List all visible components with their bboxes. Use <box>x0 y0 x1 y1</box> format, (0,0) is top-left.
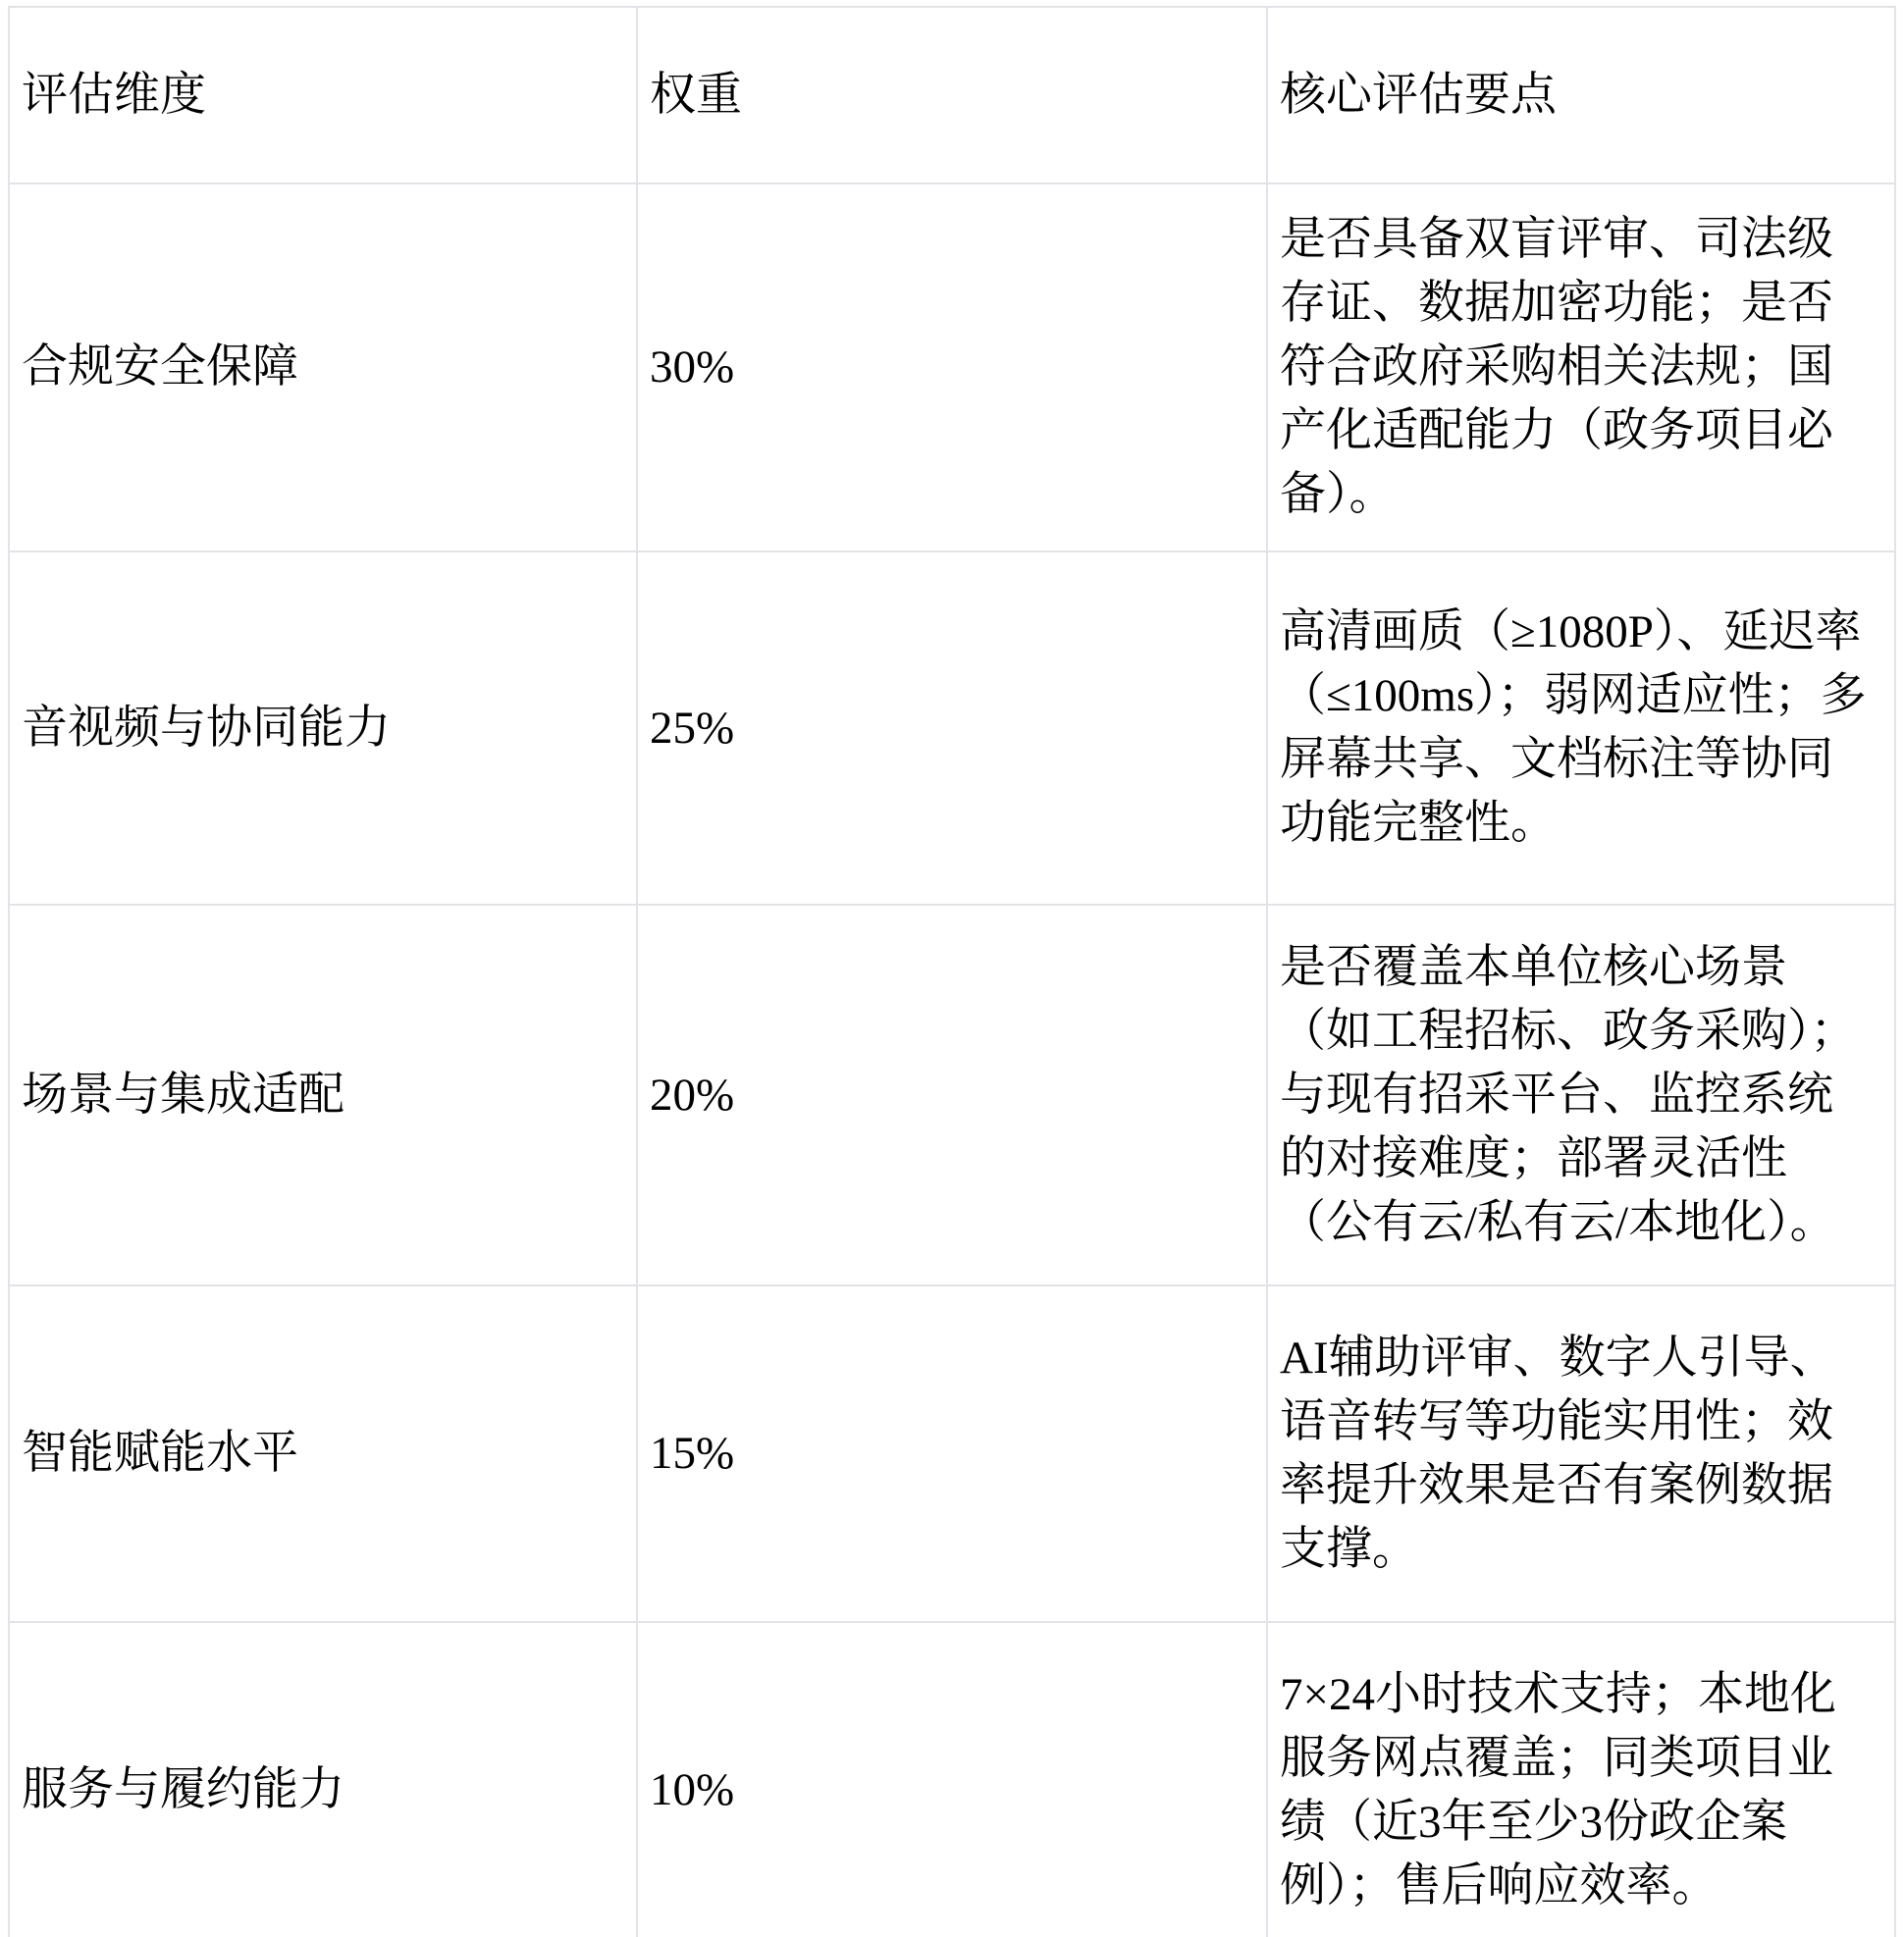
cell-weight: 10% <box>637 1622 1267 1937</box>
cell-dimension: 智能赋能水平 <box>9 1285 637 1622</box>
cell-weight: 15% <box>637 1285 1267 1622</box>
cell-dimension: 服务与履约能力 <box>9 1622 637 1937</box>
cell-points: 是否覆盖本单位核心场景（如工程招标、政务采购）；与现有招采平台、监控系统的对接难度；部署灵活性（公有云/私有云/本地化）。 <box>1267 905 1895 1285</box>
table-row <box>9 1285 1895 1622</box>
table-row <box>9 1622 1895 1937</box>
cell-dimension: 合规安全保障 <box>9 183 637 551</box>
cell-weight: 25% <box>637 551 1267 905</box>
cell-points: AI辅助评审、数字人引导、语音转写等功能实用性；效率提升效果是否有案例数据支撑。 <box>1267 1285 1895 1622</box>
table-header-row <box>9 7 1895 183</box>
evaluation-table <box>8 6 1896 1937</box>
table-row <box>9 183 1895 551</box>
cell-dimension: 音视频与协同能力 <box>9 551 637 905</box>
header-cell-dimension: 评估维度 <box>9 7 637 183</box>
cell-points: 是否具备双盲评审、司法级存证、数据加密功能；是否符合政府采购相关法规；国产化适配能力（政务项目必备）。 <box>1267 183 1895 551</box>
cell-weight: 30% <box>637 183 1267 551</box>
cell-points: 高清画质（≥1080P）、延迟率（≤100ms）；弱网适应性；多屏幕共享、文档标注等协同功能完整性。 <box>1267 551 1895 905</box>
cell-dimension: 场景与集成适配 <box>9 905 637 1285</box>
table-row <box>9 551 1895 905</box>
cell-weight: 20% <box>637 905 1267 1285</box>
header-cell-points: 核心评估要点 <box>1267 7 1895 183</box>
cell-points: 7×24小时技术支持；本地化服务网点覆盖；同类项目业绩（近3年至少3份政企案例）；售后响应效率。 <box>1267 1622 1895 1937</box>
header-cell-weight: 权重 <box>637 7 1267 183</box>
table-row <box>9 905 1895 1285</box>
